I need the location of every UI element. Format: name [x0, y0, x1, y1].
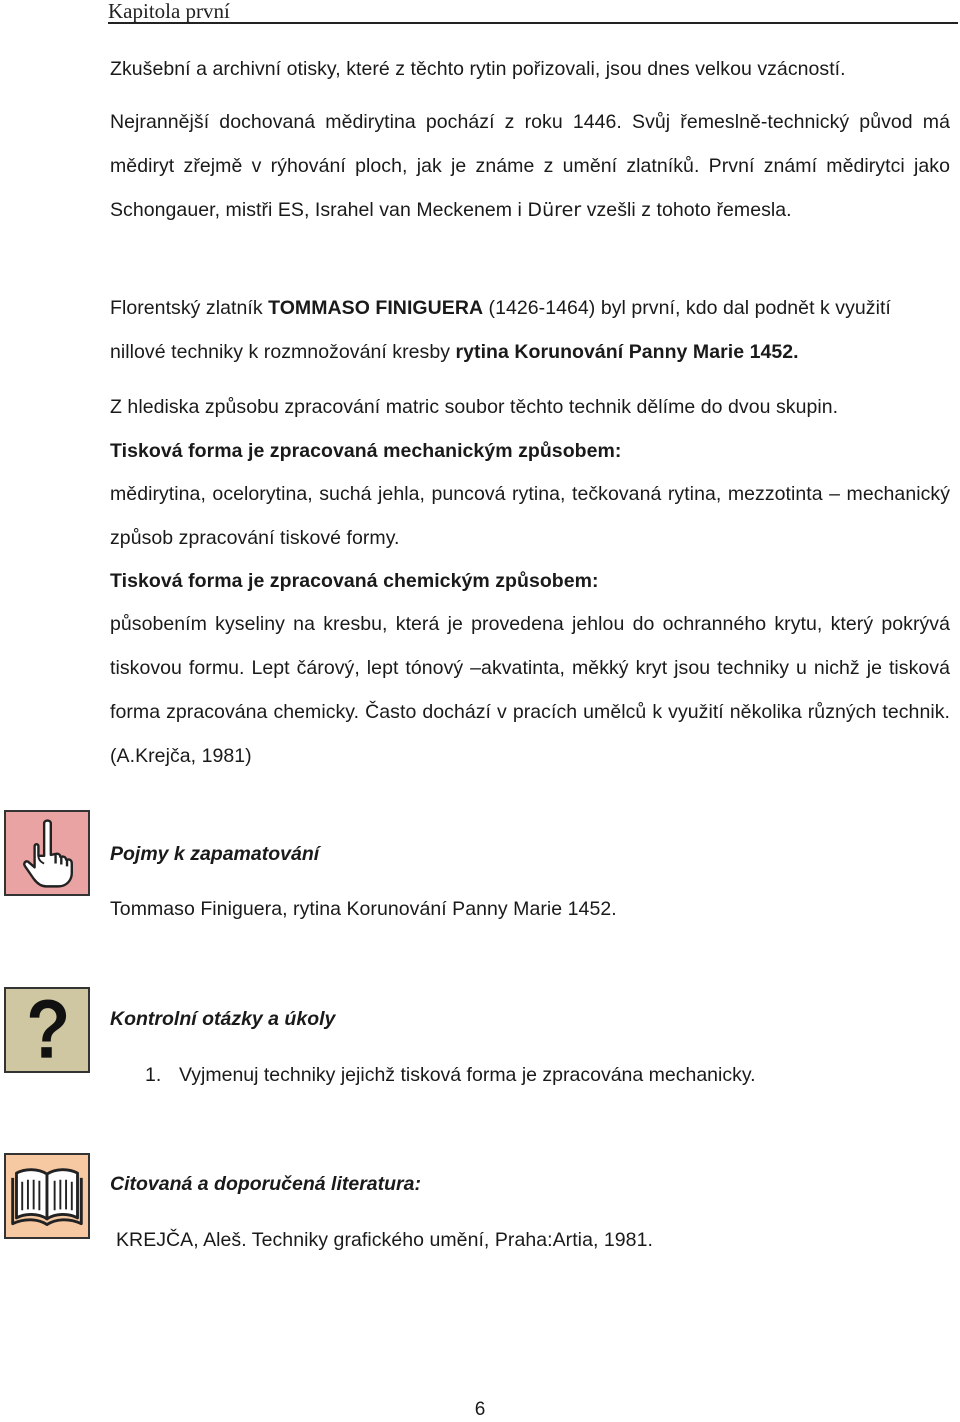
paragraph-origin [110, 100, 950, 232]
question-number: 1. [145, 1064, 162, 1086]
paragraph-archive-prints: Zkušební a archivní otisky, které z těchto rytin pořizovali, jsou dnes velkou vzácností. [110, 58, 846, 80]
heading-mechanical-text: Tisková forma je zpracovaná mechanickým způsobem: [110, 440, 622, 462]
chapter-header [108, 0, 958, 24]
heading-chemical-text: Tisková forma je zpracovaná chemickým způsobem: [110, 570, 599, 592]
question-item [145, 1062, 756, 1088]
paragraph-mechanical-techniques: mědirytina, ocelorytina, suchá jehla, puncová rytina, tečkovaná rytina, mezzotinta – mechanický způsob zpracování tiskové formy. [110, 483, 950, 549]
heading-chemical [110, 559, 950, 603]
page-number: 6 [474, 1399, 486, 1420]
name-finiguera: TOMMASO FINIGUERA [268, 297, 484, 319]
literature-citation: KREJČA, Aleš. Techniky grafického umění, Praha:Artia, 1981. [116, 1229, 653, 1251]
heading-mechanical [110, 429, 950, 473]
paragraph-two-groups: Z hlediska způsobu zpracování matric soubor těchto technik dělíme do dvou skupin. [110, 396, 839, 418]
work-title: rytina Korunování Panny Marie 1452. [455, 341, 799, 363]
paragraph-finiguera-text-b: (1426-1464) byl první, kdo dal podnět k využití nillové techniky k rozmnožování kresby [110, 297, 891, 363]
literature-title: Citovaná a doporučená literatura: [110, 1173, 421, 1195]
paragraph-chemical-techniques: působením kyseliny na kresbu, která je provedena jehlou do ochranného krytu, který pokrývá tiskovou formu. Lept čárový, lept tónový –akvatinta, měkký kryt jsou techniky u nichž je tisková forma zpracována chemicky. Často dochází v pracích umělců k využití několika různých technik. (A.Krejča, 1981) [110, 613, 950, 767]
paragraph-finiguera [110, 286, 950, 374]
paragraph-origin-text-b: vzešli z tohoto řemesla. [581, 199, 792, 221]
paragraph-origin-text-a: Nejrannější dochovaná mědirytina pochází z roku 1446. Svůj řemeslně-technický původ má mědiryt zřejmě v rýhování ploch, jak je známe z umění zlatníků. První známí mědirytci jako Schongauer, mistři ES, Israhel van Meckenem i [110, 111, 950, 221]
paragraph-finiguera-text-a: Florentský zlatník [110, 297, 269, 319]
name-durer: Dürer [527, 199, 582, 221]
question-text: Vyjmenuj techniky jejichž tisková forma je zpracována mechanicky. [179, 1064, 756, 1086]
questions-title: Kontrolní otázky a úkoly [110, 1008, 336, 1030]
terms-text: Tommaso Finiguera, rytina Korunování Panny Marie 1452. [110, 898, 617, 920]
pointing-hand-icon [4, 810, 90, 896]
chapter-title: Kapitola první [108, 0, 230, 23]
question-mark-icon [4, 987, 90, 1073]
terms-title: Pojmy k zapamatování [110, 843, 320, 865]
book-icon [4, 1153, 90, 1239]
